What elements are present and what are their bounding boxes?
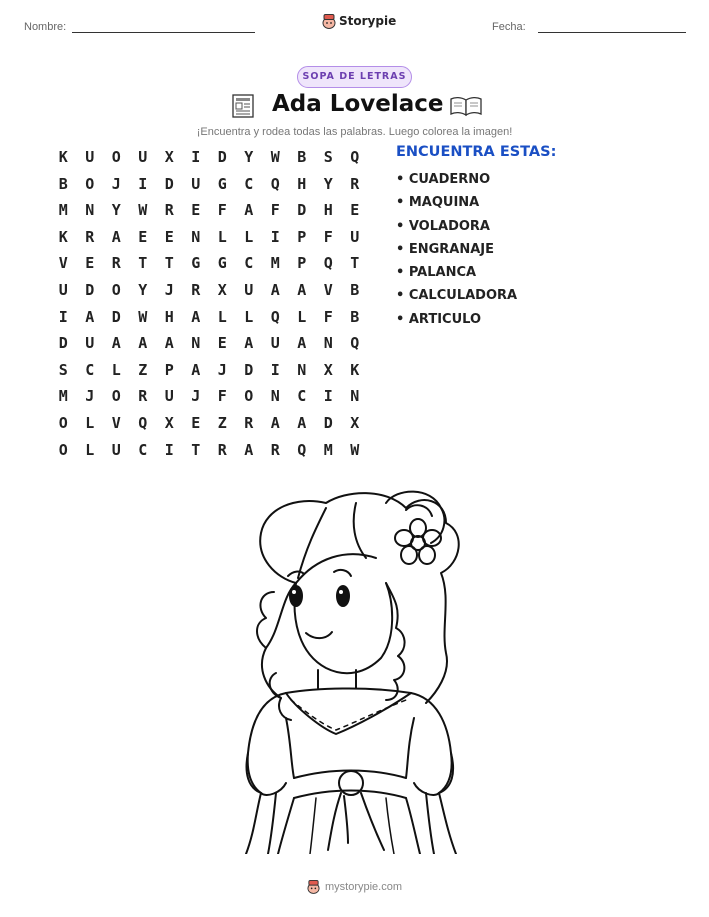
word-list-item: • ENGRANAJE xyxy=(396,241,494,257)
grid-letter[interactable]: O xyxy=(111,148,121,166)
grid-letter[interactable]: U xyxy=(58,281,68,299)
grid-letter[interactable]: U xyxy=(111,440,121,459)
grid-letter[interactable]: D xyxy=(164,174,174,193)
open-book-icon xyxy=(450,95,482,117)
grid-letter[interactable]: Q xyxy=(350,148,360,166)
grid-letter[interactable]: I xyxy=(270,227,280,246)
grid-letter[interactable]: W xyxy=(270,148,280,166)
grid-letter[interactable]: U xyxy=(164,387,174,406)
grid-letter[interactable]: E xyxy=(191,414,201,432)
grid-letter[interactable]: R xyxy=(244,414,254,432)
grid-letter[interactable]: F xyxy=(323,227,333,246)
grid-letter[interactable]: N xyxy=(191,334,201,353)
grid-letter[interactable]: A xyxy=(244,334,254,353)
grid-letter[interactable]: E xyxy=(350,201,360,220)
date-field-line[interactable] xyxy=(538,32,686,33)
grid-letter[interactable]: R xyxy=(85,227,95,246)
grid-letter[interactable]: C xyxy=(138,440,148,459)
grid-letter[interactable]: G xyxy=(191,254,201,273)
grid-letter[interactable]: B xyxy=(58,174,68,193)
grid-letter[interactable]: K xyxy=(58,148,68,166)
grid-letter[interactable]: D xyxy=(323,414,333,432)
storypie-logo xyxy=(322,13,396,29)
word-list xyxy=(396,172,517,335)
grid-letter[interactable]: D xyxy=(297,201,307,220)
grid-letter[interactable]: L xyxy=(111,360,121,379)
grid-letter[interactable]: F xyxy=(323,307,333,326)
grid-letter[interactable]: N xyxy=(350,387,360,406)
grid-letter[interactable]: I xyxy=(323,387,333,406)
grid-letter[interactable]: R xyxy=(191,281,201,299)
grid-letter[interactable]: J xyxy=(191,387,201,406)
grid-letter[interactable]: Q xyxy=(323,254,333,273)
grid-letter[interactable]: R xyxy=(350,174,360,193)
grid-letter[interactable]: T xyxy=(164,254,174,273)
grid-letter[interactable]: M xyxy=(58,201,68,220)
grid-letter[interactable]: Y xyxy=(138,281,148,299)
instructions: ¡Encuentra y rodea todas las palabras. Luego colorea la imagen! xyxy=(196,126,513,138)
grid-letter[interactable]: C xyxy=(244,174,254,193)
grid-letter[interactable]: X xyxy=(164,148,174,166)
grid-letter[interactable]: D xyxy=(217,148,227,166)
word-list-item: • CALCULADORA xyxy=(396,288,518,304)
grid-letter[interactable]: V xyxy=(323,281,333,299)
word-list-item: • VOLADORA xyxy=(396,218,490,234)
grid-letter[interactable]: U xyxy=(85,334,95,353)
grid-letter[interactable]: T xyxy=(138,254,148,273)
grid-letter[interactable]: C xyxy=(297,387,307,406)
grid-letter[interactable]: J xyxy=(111,174,121,193)
grid-letter[interactable]: U xyxy=(191,174,201,193)
grid-letter[interactable]: G xyxy=(217,254,227,273)
grid-letter[interactable]: Y xyxy=(111,201,121,220)
grid-letter[interactable]: F xyxy=(217,201,227,220)
grid-letter[interactable]: M xyxy=(270,254,280,273)
grid-letter[interactable]: A xyxy=(111,227,121,246)
grid-letter[interactable]: Q xyxy=(270,174,280,193)
name-label: Nombre: xyxy=(24,21,67,33)
grid-letter[interactable]: L xyxy=(85,440,95,459)
grid-letter[interactable]: Q xyxy=(350,334,360,353)
grid-letter[interactable]: G xyxy=(217,174,227,193)
grid-letter[interactable]: O xyxy=(111,281,121,299)
grid-letter[interactable]: B xyxy=(350,307,360,326)
grid-letter[interactable]: K xyxy=(58,227,68,246)
grid-letter[interactable]: O xyxy=(111,387,121,406)
newspaper-icon xyxy=(232,94,254,118)
grid-letter[interactable]: R xyxy=(164,201,174,220)
word-list-item: • PALANCA xyxy=(396,265,477,281)
grid-letter[interactable]: E xyxy=(138,227,148,246)
grid-letter[interactable]: O xyxy=(58,414,68,432)
grid-letter[interactable]: E xyxy=(85,254,95,273)
grid-letter[interactable]: W xyxy=(350,440,360,459)
word-list-item: • CUADERNO xyxy=(396,172,491,187)
brand-name: Storypie xyxy=(339,14,397,28)
activity-badge: SOPA DE LETRAS xyxy=(297,66,412,88)
grid-letter[interactable]: S xyxy=(323,148,333,166)
grid-letter[interactable]: R xyxy=(111,254,121,273)
grid-letter[interactable]: E xyxy=(191,201,201,220)
grid-letter[interactable]: A xyxy=(111,334,121,353)
grid-letter[interactable]: I xyxy=(270,360,280,379)
grid-letter[interactable]: P xyxy=(297,227,307,246)
grid-letter[interactable]: O xyxy=(58,440,68,459)
grid-letter[interactable]: M xyxy=(323,440,333,459)
page-title: Ada Lovelace xyxy=(272,91,444,117)
grid-letter[interactable]: Z xyxy=(138,360,148,379)
grid-letter[interactable]: U xyxy=(85,148,95,166)
grid-letter[interactable]: J xyxy=(164,281,174,299)
grid-letter[interactable]: X xyxy=(164,414,174,432)
grid-letter[interactable]: I xyxy=(58,307,68,326)
grid-letter[interactable]: A xyxy=(138,334,148,353)
date-label: Fecha: xyxy=(492,21,526,33)
grid-letter[interactable]: V xyxy=(111,414,121,432)
grid-letter[interactable]: X xyxy=(350,414,360,432)
grid-letter[interactable]: Q xyxy=(138,414,148,432)
grid-letter[interactable]: A xyxy=(244,201,254,220)
grid-letter[interactable]: J xyxy=(85,387,95,406)
grid-letter[interactable]: J xyxy=(217,360,227,379)
grid-letter[interactable]: E xyxy=(217,334,227,353)
grid-letter[interactable]: N xyxy=(85,201,95,220)
word-list-item: • MAQUINA xyxy=(396,195,480,211)
grid-letter[interactable]: B xyxy=(350,281,360,299)
grid-letter[interactable]: W xyxy=(138,201,148,220)
grid-letter[interactable]: H xyxy=(297,174,307,193)
grid-letter[interactable]: Z xyxy=(217,414,227,432)
grid-letter[interactable]: V xyxy=(58,254,68,273)
grid-letter[interactable]: L xyxy=(244,307,254,326)
grid-letter[interactable]: Q xyxy=(297,440,307,459)
grid-letter[interactable]: D xyxy=(111,307,121,326)
grid-letter[interactable]: A xyxy=(270,414,280,432)
grid-letter[interactable]: I xyxy=(138,174,148,193)
grid-letter[interactable]: C xyxy=(244,254,254,273)
grid-letter[interactable]: D xyxy=(58,334,68,353)
grid-letter[interactable]: A xyxy=(191,307,201,326)
grid-letter[interactable]: R xyxy=(217,440,227,459)
storypie-mascot-icon xyxy=(307,879,320,894)
grid-letter[interactable]: N xyxy=(270,387,280,406)
word-list-title: ENCUENTRA ESTAS: xyxy=(396,144,557,160)
grid-letter[interactable]: L xyxy=(217,227,227,246)
grid-letter[interactable]: A xyxy=(191,360,201,379)
grid-letter[interactable]: X xyxy=(217,281,227,299)
grid-letter[interactable]: F xyxy=(270,201,280,220)
grid-letter[interactable]: X xyxy=(323,360,333,379)
grid-letter[interactable]: Y xyxy=(244,148,254,166)
grid-letter[interactable]: F xyxy=(217,387,227,406)
grid-letter[interactable]: L xyxy=(217,307,227,326)
grid-letter[interactable]: A xyxy=(244,440,254,459)
grid-letter[interactable]: U xyxy=(350,227,360,246)
grid-letter[interactable]: A xyxy=(85,307,95,326)
grid-letter[interactable]: R xyxy=(138,387,148,406)
grid-letter[interactable]: E xyxy=(164,227,174,246)
grid-letter[interactable]: O xyxy=(244,387,254,406)
grid-letter[interactable]: N xyxy=(191,227,201,246)
grid-letter[interactable]: A xyxy=(297,414,307,432)
grid-letter[interactable]: L xyxy=(244,227,254,246)
grid-letter[interactable]: A xyxy=(297,281,307,299)
grid-letter[interactable]: D xyxy=(85,281,95,299)
grid-letter[interactable]: A xyxy=(164,334,174,353)
grid-letter[interactable]: A xyxy=(297,334,307,353)
grid-letter[interactable]: I xyxy=(164,440,174,459)
grid-letter[interactable]: I xyxy=(191,148,201,166)
grid-letter[interactable]: M xyxy=(58,387,68,406)
grid-letter[interactable]: W xyxy=(138,307,148,326)
grid-letter[interactable]: U xyxy=(244,281,254,299)
grid-letter[interactable]: T xyxy=(191,440,201,459)
footer-url[interactable]: mystorypie.com xyxy=(325,880,403,893)
grid-letter[interactable]: Q xyxy=(270,307,280,326)
grid-letter[interactable]: H xyxy=(323,201,333,220)
grid-letter[interactable]: Y xyxy=(323,174,333,193)
grid-letter[interactable]: C xyxy=(85,360,95,379)
grid-letter[interactable]: N xyxy=(297,360,307,379)
grid-letter[interactable]: T xyxy=(350,254,360,273)
grid-letter[interactable]: A xyxy=(270,281,280,299)
storypie-mascot-icon xyxy=(322,13,336,29)
word-list-item: • ARTICULO xyxy=(396,311,481,327)
grid-letter[interactable]: P xyxy=(164,360,174,379)
ada-lovelace-coloring-illustration[interactable] xyxy=(236,488,476,854)
grid-letter[interactable]: U xyxy=(270,334,280,353)
grid-letter[interactable]: U xyxy=(138,148,148,166)
grid-letter[interactable]: L xyxy=(85,414,95,432)
grid-letter[interactable]: N xyxy=(323,334,333,353)
name-field-line[interactable] xyxy=(72,32,255,33)
grid-letter[interactable]: R xyxy=(270,440,280,459)
grid-letter[interactable]: L xyxy=(297,307,307,326)
footer xyxy=(307,879,402,894)
grid-letter[interactable]: S xyxy=(58,360,68,379)
grid-letter[interactable]: H xyxy=(164,307,174,326)
grid-letter[interactable]: K xyxy=(350,360,360,379)
grid-letter[interactable]: D xyxy=(244,360,254,379)
grid-letter[interactable]: B xyxy=(297,148,307,166)
grid-letter[interactable]: O xyxy=(85,174,95,193)
grid-letter[interactable]: P xyxy=(297,254,307,273)
